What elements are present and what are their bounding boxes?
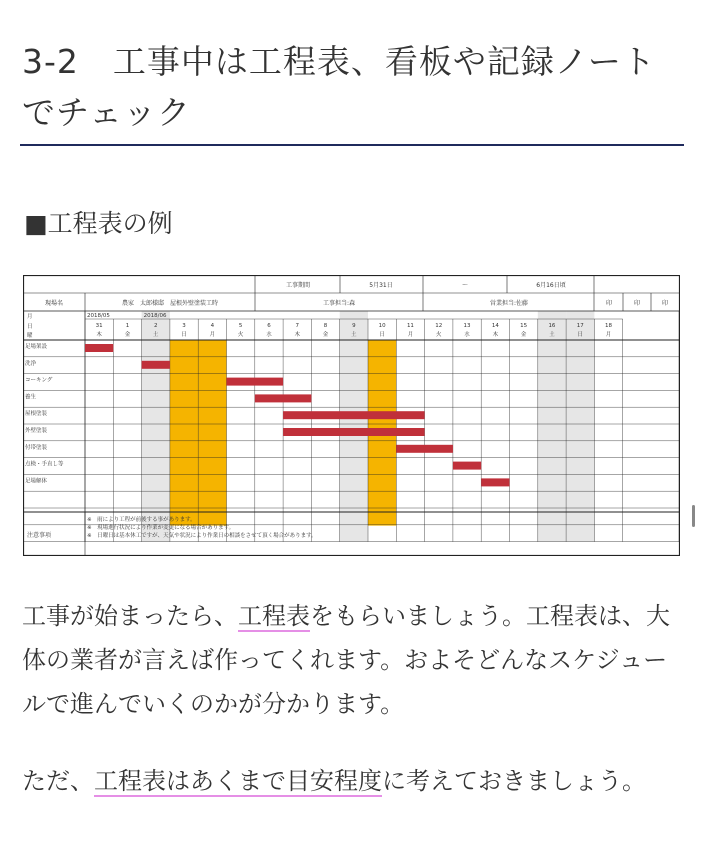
row-dow-label: 曜 (27, 333, 33, 339)
period-start: 5月31日 (369, 282, 393, 289)
task-label: 外壁塗装 (25, 428, 48, 434)
task-bar (255, 394, 312, 402)
day-weekday: 金 (124, 332, 131, 338)
heading-divider (20, 144, 684, 146)
task-bar (227, 378, 284, 386)
month-jun: 2018/06 (143, 313, 167, 319)
day-number: 11 (406, 323, 414, 329)
period-label: 工事期間 (285, 282, 311, 289)
day-weekday: 土 (351, 332, 357, 338)
task-bar (283, 428, 425, 436)
section-heading (22, 36, 687, 138)
day-number: 10 (378, 323, 386, 329)
sales-label: 営業担当:佐藤 (489, 300, 529, 307)
task-label: 足場架設 (25, 344, 48, 350)
paragraph-2-a: ただ、 (22, 767, 94, 795)
day-number: 1 (125, 323, 130, 329)
paragraph-2-c: に考えておきましょう。 (382, 767, 646, 795)
task-label: 足場解体 (25, 478, 48, 485)
period-tilde: 〜 (461, 282, 469, 289)
day-weekday: 土 (152, 332, 159, 338)
engineer-label: 工事担当:森 (322, 300, 356, 307)
paragraph-1-link: 工程表 (238, 602, 310, 630)
site-name: 農家 太郎様邸 屋根外壁塗装工時 (121, 300, 219, 307)
task-label: 養生 (25, 394, 37, 401)
day-number: 8 (323, 323, 328, 329)
day-weekday: 土 (549, 332, 555, 338)
note-text: ※ 雨により工程が前後する事があります。 (87, 517, 196, 523)
day-number: 4 (210, 323, 215, 329)
day-number: 13 (463, 323, 471, 329)
task-label: 付帯塗装 (25, 444, 48, 451)
period-end: 6月16日頃 (536, 282, 566, 289)
weekend-column (340, 311, 368, 542)
weekend-column (538, 311, 566, 542)
day-weekday: 日 (379, 332, 385, 338)
day-number: 9 (352, 323, 356, 329)
day-number: 6 (267, 323, 271, 329)
note-text: ※ 現場進行状況により作業が変更になる場合があります。 (87, 525, 235, 531)
task-bar (481, 478, 509, 486)
day-number: 31 (95, 323, 103, 329)
weekend-column (142, 311, 170, 542)
task-label: 洗浄 (25, 360, 37, 367)
day-weekday: 月 (407, 332, 414, 338)
day-weekday: 金 (322, 332, 329, 338)
task-bar (85, 344, 113, 352)
day-weekday: 月 (209, 332, 216, 338)
day-number: 7 (295, 323, 299, 329)
section-heading-line2: でチェック (22, 93, 192, 132)
day-number: 16 (548, 323, 556, 329)
day-number: 3 (182, 323, 186, 329)
day-number: 2 (154, 323, 158, 329)
paragraph-1-c: をもらいましょう。工程表は、大体の業者が言えば作ってくれます。およそどんなスケジュールで進んでいくのかが分かります。 (22, 602, 670, 718)
month-may: 2018/05 (87, 313, 110, 319)
task-label: 点検・手直し等 (25, 461, 64, 468)
day-number: 15 (520, 323, 528, 329)
day-number: 12 (435, 323, 443, 329)
row-day-label: 日 (27, 324, 33, 330)
day-number: 17 (576, 323, 584, 329)
day-number: 18 (605, 323, 613, 329)
note-text: ※ 日曜日は基本休工ですが、天気や状況により作業日の相談をさせて頂く場合があります。 (87, 533, 317, 539)
section-heading-line1: 3-2 工事中は工程表、看板や記録ノート (22, 42, 656, 81)
scrollbar-thumb[interactable] (692, 505, 695, 527)
day-weekday: 木 (96, 332, 102, 338)
day-weekday: 月 (605, 332, 612, 338)
paragraph-2 (22, 759, 686, 803)
holiday-column (198, 340, 226, 526)
task-bar (283, 411, 425, 419)
task-label: 屋根塗装 (25, 411, 48, 418)
notes-label: 注意事項 (27, 532, 52, 539)
day-weekday: 木 (294, 332, 301, 338)
day-weekday: 日 (181, 332, 187, 338)
stamp-1: 印 (605, 300, 613, 307)
stamp-2: 印 (633, 300, 641, 307)
paragraph-1-a: 工事が始まったら、 (22, 602, 238, 630)
schedule-image (23, 275, 680, 556)
day-weekday: 木 (492, 332, 499, 338)
stamp-3: 印 (661, 300, 669, 307)
task-bar (453, 462, 481, 470)
paragraph-1 (22, 594, 686, 726)
day-weekday: 火 (237, 332, 244, 338)
day-number: 14 (491, 323, 499, 329)
holiday-column (170, 340, 198, 526)
task-label: コーキング (25, 377, 53, 384)
day-weekday: 火 (435, 332, 442, 338)
paragraph-2-highlight: 工程表はあくまで目安程度 (94, 767, 382, 795)
day-weekday: 水 (464, 332, 470, 338)
day-weekday: 日 (577, 332, 584, 338)
subheading: ■工程表の例 (24, 209, 173, 238)
schedule-chart (23, 275, 680, 556)
day-number: 5 (238, 323, 243, 329)
weekend-column (566, 311, 594, 542)
task-bar (396, 445, 453, 453)
site-label: 現場名 (44, 300, 64, 307)
day-weekday: 水 (266, 332, 272, 338)
row-month-label: 月 (27, 314, 33, 320)
day-weekday: 金 (520, 332, 527, 338)
task-bar (142, 361, 170, 369)
